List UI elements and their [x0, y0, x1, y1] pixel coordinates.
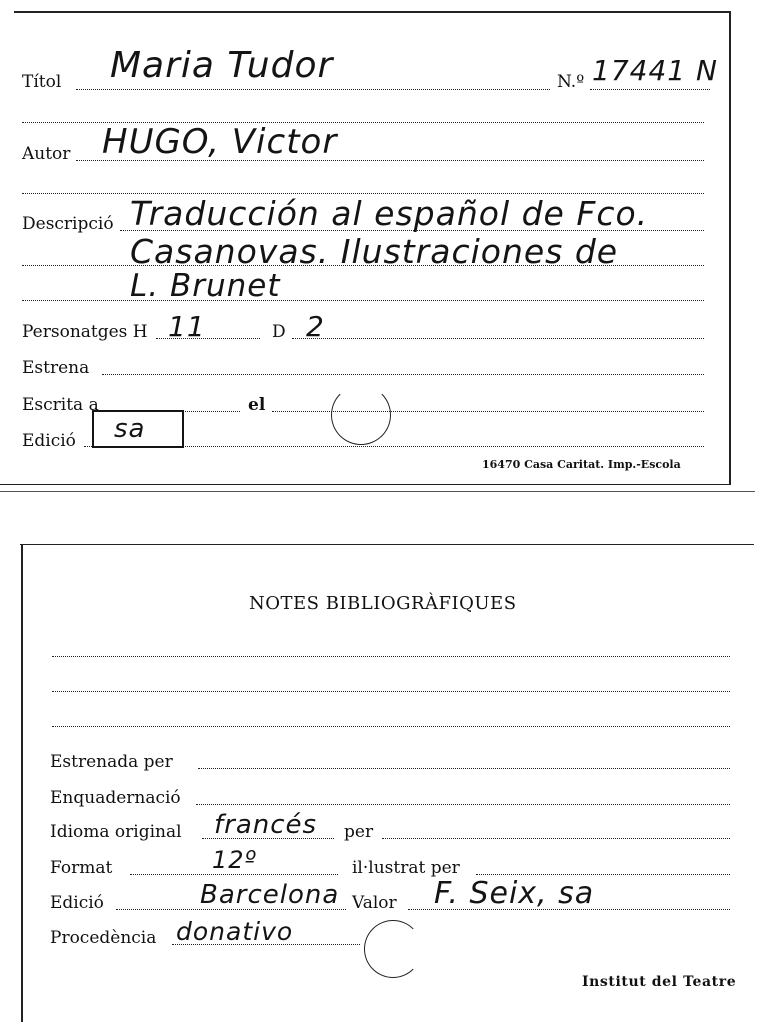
procedencia-label: Procedència — [50, 928, 157, 948]
notes-dots-2 — [52, 691, 730, 692]
numero-value: 17441 N — [592, 54, 718, 87]
procedencia-value: donativo — [176, 917, 294, 946]
idioma-per-dots — [382, 838, 730, 839]
estrena-dots — [102, 374, 704, 375]
valor-label: Valor — [352, 893, 397, 913]
personatges-h-value: 11 — [168, 310, 206, 343]
personatges-d-label: D — [272, 322, 286, 342]
card-border-top — [20, 544, 754, 545]
card-border-right — [729, 11, 731, 484]
titol-dots — [76, 89, 550, 90]
personatges-label: Personatges H — [22, 322, 148, 342]
numero-label: N.º — [557, 72, 585, 92]
notes-dots-3 — [52, 726, 730, 727]
descripcio-line-3: L. Brunet — [130, 268, 281, 304]
autor-label: Autor — [22, 144, 71, 164]
descripcio-line-1: Traducción al español de Fco. — [130, 194, 649, 233]
personatges-d-value: 2 — [306, 310, 325, 343]
estrenada-dots — [198, 768, 730, 769]
illustrat-dots — [476, 874, 730, 875]
enquadernacio-dots — [196, 804, 730, 805]
valor-value: F. Seix, sa — [434, 876, 595, 911]
edicio-label: Edició — [50, 893, 104, 913]
autor-value: HUGO, Victor — [102, 122, 338, 162]
punch-hole — [364, 920, 422, 978]
descripcio-dots-3 — [22, 300, 704, 301]
card-border-left — [21, 544, 23, 1022]
card-border-bottom-2 — [0, 491, 755, 492]
format-label: Format — [50, 858, 113, 878]
edicio-value: Barcelona — [200, 880, 340, 910]
card-heading: NOTES BIBLIOGRÀFIQUES — [249, 593, 517, 614]
card-border-bottom — [0, 484, 731, 485]
edicio-value: sa — [114, 414, 146, 444]
personatges-d-dots — [292, 338, 704, 339]
format-dots — [130, 874, 338, 875]
descripcio-label: Descripció — [22, 214, 114, 234]
printer-imprint: 16470 Casa Caritat. Imp.-Escola — [482, 458, 681, 471]
idioma-label: Idioma original — [50, 822, 182, 842]
edicio-label: Edició — [22, 431, 76, 451]
catalog-card-front — [0, 0, 759, 495]
card-border-top — [14, 11, 730, 13]
illustrat-label: il·lustrat per — [352, 858, 460, 878]
catalog-card-back — [0, 540, 759, 1028]
idioma-per-label: per — [344, 822, 374, 842]
idioma-value: francés — [214, 810, 318, 840]
format-value: 12º — [212, 846, 257, 874]
estrena-label: Estrena — [22, 358, 90, 378]
descripcio-line-2: Casanovas. Ilustraciones de — [130, 232, 619, 271]
punch-hole — [331, 385, 391, 445]
institution-mark: Institut del Teatre — [582, 974, 737, 990]
numero-dots — [590, 89, 710, 90]
escrita-el-label: el — [248, 395, 266, 415]
notes-dots-1 — [52, 656, 730, 657]
titol-value: Maria Tudor — [110, 45, 334, 86]
estrenada-label: Estrenada per — [50, 752, 173, 772]
escrita-label: Escrita a — [22, 395, 99, 415]
titol-label: Títol — [22, 72, 62, 92]
enquadernacio-label: Enquadernació — [50, 788, 181, 808]
